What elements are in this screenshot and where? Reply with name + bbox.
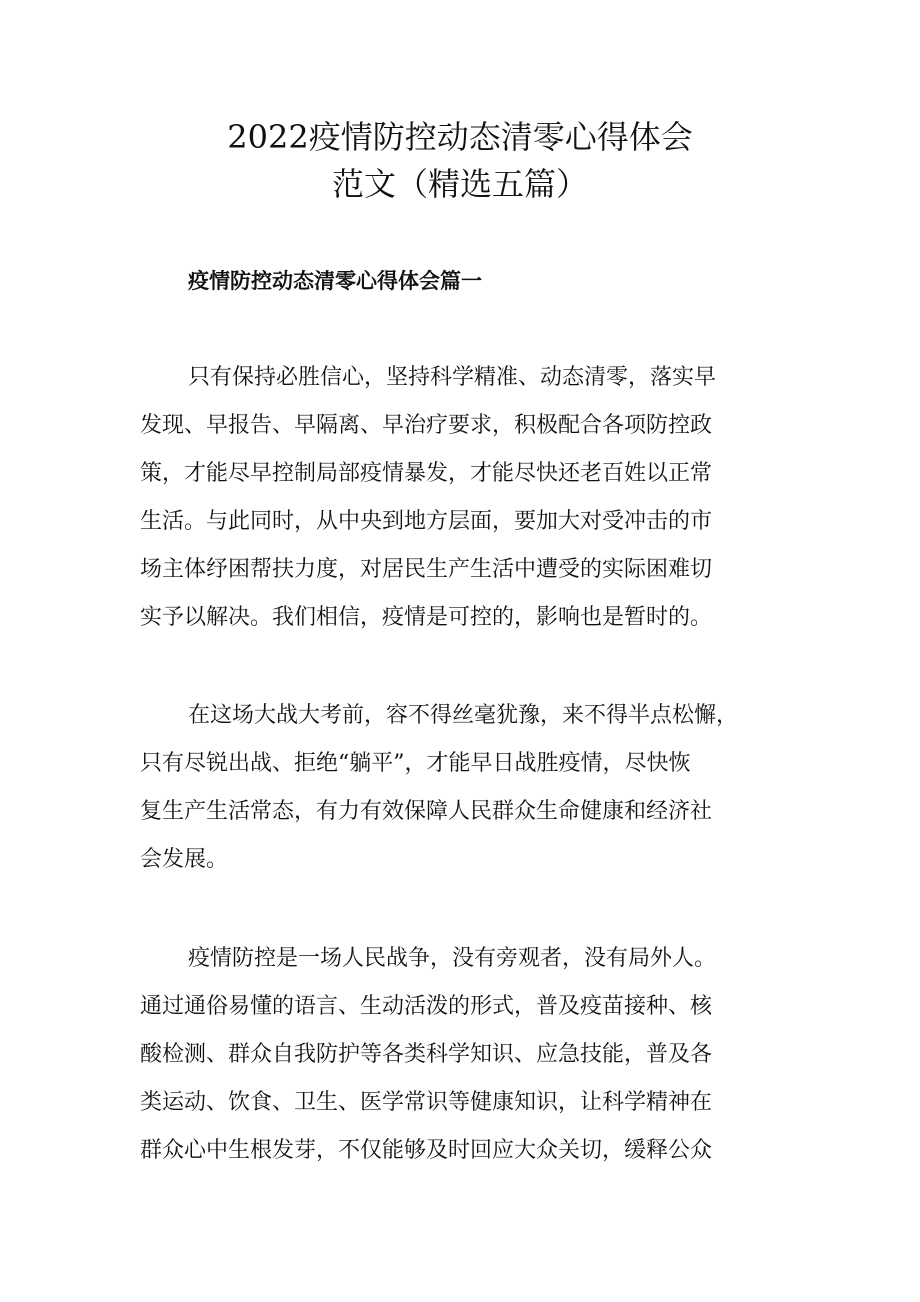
paragraph-line: 实予以解决。我们相信，疫情是可控的，影响也是暂时的。 xyxy=(140,605,713,630)
paragraph-line: 群众心中生根发芽，不仅能够及时回应大众关切，缓释公众 xyxy=(140,1138,713,1163)
paragraph-line: 通过通俗易懂的语言、生动活泼的形式，普及疫苗接种、核 xyxy=(140,994,713,1019)
paragraph-line: 场主体纾困帮扶力度，对居民生产生活中遭受的实际困难切 xyxy=(140,557,713,582)
paragraph-line: 类运动、饮食、卫生、医学常识等健康知识，让科学精神在 xyxy=(140,1090,713,1115)
paragraph-line: 发现、早报告、早隔离、早治疗要求，积极配合各项防控政 xyxy=(140,413,713,438)
paragraph-line: 只有保持必胜信心，坚持科学精准、动态清零，落实早 xyxy=(188,365,717,390)
paragraph-line: 策，才能尽早控制局部疫情暴发，才能尽快还老百姓以正常 xyxy=(140,461,713,486)
paragraph-line: 疫情防控是一场人民战争，没有旁观者，没有局外人。 xyxy=(188,946,717,971)
section-heading: 疫情防控动态清零心得体会篇一 xyxy=(188,268,482,293)
paragraph-3 xyxy=(140,935,790,1175)
paragraph-line: 只有尽锐出战、拒绝“躺平”，才能早日战胜疫情，尽快恢 xyxy=(140,751,691,776)
document-title-line-2: 范文（精选五篇） xyxy=(331,165,588,203)
paragraph-line: 生活。与此同时，从中央到地方层面，要加大对受冲击的市 xyxy=(140,509,713,534)
paragraph-1 xyxy=(140,354,790,642)
paragraph-line: 在这场大战大考前，容不得丝毫犹豫，来不得半点松懈， xyxy=(188,703,739,728)
paragraph-line: 酸检测、群众自我防护等各类科学知识、应急技能，普及各 xyxy=(140,1042,713,1067)
document-title-line-1: 2022疫情防控动态清零心得体会 xyxy=(227,118,693,156)
paragraph-2 xyxy=(140,692,790,884)
paragraph-line: 复生产生活常态，有力有效保障人民群众生命健康和经济社 xyxy=(140,799,713,824)
paragraph-line: 会发展。 xyxy=(140,847,229,872)
